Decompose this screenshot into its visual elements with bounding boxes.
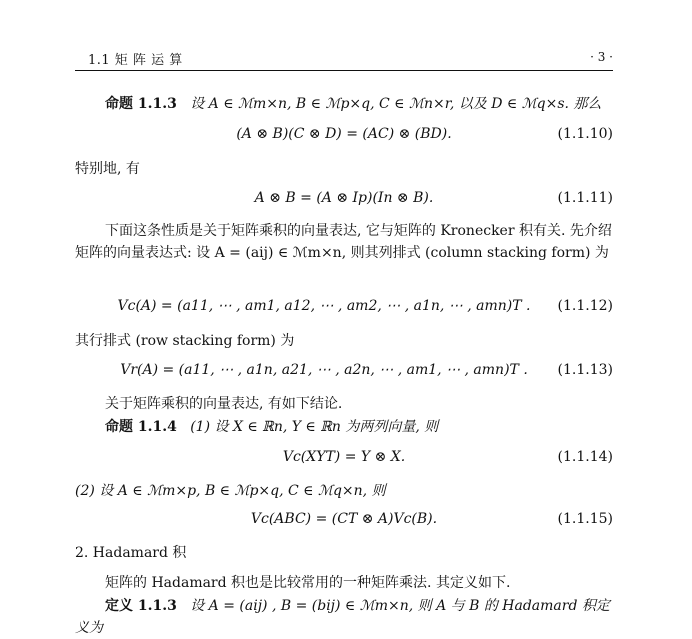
running-header-section: 1.1 矩 阵 运 算 [88, 53, 183, 68]
equation-1-1-15 [75, 511, 613, 533]
equation-number: (1.1.11) [557, 190, 613, 206]
header-rule [75, 70, 613, 71]
definition-label: 定义 1.1.3 [105, 598, 177, 614]
special-case-text: 特别地, 有 [75, 161, 140, 177]
proposition-part-2: (2) 设 A ∈ ℳm×p, B ∈ ℳp×q, C ∈ ℳq×n, 则 [75, 483, 386, 499]
equation-formula: A ⊗ B = (A ⊗ Ip)(In ⊗ B). [254, 190, 434, 206]
row-stacking-intro: 其行排式 (row stacking form) 为 [75, 333, 295, 349]
equation-formula: Vr(A) = (a11, ⋯ , a1n, a21, ⋯ , a2n, ⋯ , am1, ⋯ , amn)T . [120, 362, 528, 378]
equation-1-1-14 [75, 449, 613, 471]
definition-1-1-3 [75, 595, 613, 617]
conclusion-intro: 关于矩阵乘积的向量表达, 有如下结论. [105, 396, 343, 412]
page-number: · 3 · [590, 50, 613, 64]
equation-number: (1.1.14) [557, 449, 613, 465]
proposition-label: 命题 1.1.4 [105, 419, 177, 435]
equation-formula: Vc(ABC) = (CT ⊗ A)Vc(B). [250, 511, 438, 527]
proposition-1-1-3 [75, 93, 613, 115]
proposition-label: 命题 1.1.3 [105, 96, 177, 112]
definition-text-line-1: 设 A = (aij) , B = (bij) ∈ ℳm×n, 则 A 与 B 的 Hadamard 积定 [190, 598, 610, 614]
equation-number: (1.1.13) [557, 362, 613, 378]
hadamard-intro: 矩阵的 Hadamard 积也是比较常用的一种矩阵乘法. 其定义如下. [105, 575, 511, 591]
proposition-1-1-4 [75, 416, 613, 438]
proposition-text: 设 A ∈ ℳm×n, B ∈ ℳp×q, C ∈ ℳn×r, 以及 D ∈ ℳq×s. 那么 [190, 96, 602, 112]
equation-1-1-11 [75, 190, 613, 212]
equation-formula: Vc(A) = (a11, ⋯ , am1, a12, ⋯ , am2, ⋯ , a1n, ⋯ , amn)T . [117, 298, 531, 314]
proposition-part-1: (1) 设 X ∈ ℝn, Y ∈ ℝn 为两列向量, 则 [190, 419, 439, 435]
equation-1-1-13 [75, 362, 613, 384]
equation-1-1-12 [75, 298, 613, 320]
equation-number: (1.1.12) [557, 298, 613, 314]
definition-text-line-2: 义为 [75, 620, 103, 636]
equation-number: (1.1.15) [557, 511, 613, 527]
subsection-heading-hadamard: 2. Hadamard 积 [75, 545, 187, 561]
equation-number: (1.1.10) [557, 126, 613, 142]
equation-formula: Vc(XYT) = Y ⊗ X. [282, 449, 406, 465]
equation-1-1-10 [75, 126, 613, 148]
vectorization-paragraph: 下面这条性质是关于矩阵乘积的向量表达, 它与矩阵的 Kronecker 积有关. 先介绍矩阵的向量表达式: 设 A = (aij) ∈ ℳm×n, 则其列排式 (column stacking form) 为 [75, 223, 612, 261]
equation-formula: (A ⊗ B)(C ⊗ D) = (AC) ⊗ (BD). [236, 126, 452, 142]
